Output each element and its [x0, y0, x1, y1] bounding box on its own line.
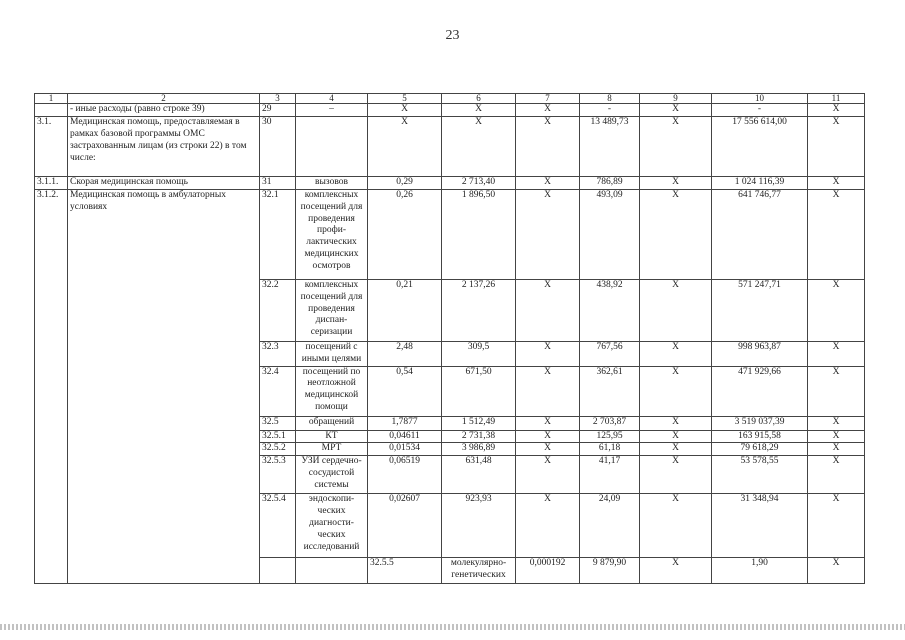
scan-edge: [0, 624, 905, 630]
cell-value: Х: [516, 341, 580, 366]
column-header: 11: [808, 94, 865, 104]
cell-value: -: [712, 104, 808, 117]
cell-value: Х: [808, 341, 865, 366]
cell-value: Х: [808, 443, 865, 456]
cell-value: Х: [640, 443, 712, 456]
cell-unit: [296, 116, 368, 176]
cell-value: Х: [516, 494, 580, 558]
cell-value: Х: [808, 416, 865, 430]
cell-value: Х: [808, 116, 865, 176]
cell-value: 0,04611: [368, 430, 442, 443]
table-row: [35, 189, 865, 279]
cell-line: 31: [260, 176, 296, 189]
cell-value: Х: [640, 279, 712, 341]
cell-value: 79 618,29: [712, 443, 808, 456]
data-table: [34, 93, 865, 584]
cell-unit: посещений по неотложной медицинской помощи: [296, 366, 368, 416]
cell-value: 2 713,40: [442, 176, 516, 189]
column-header: 2: [68, 94, 260, 104]
cell-line: 32.3: [260, 341, 296, 366]
cell-value: Х: [640, 176, 712, 189]
cell-value: Х: [640, 189, 712, 279]
cell-value: 9 879,90: [580, 558, 640, 584]
cell-value: Х: [442, 116, 516, 176]
cell-value: 41,17: [580, 456, 640, 494]
column-header: 7: [516, 94, 580, 104]
cell-value: Х: [516, 416, 580, 430]
cell-line: 32.5: [260, 416, 296, 430]
cell-value: Х: [640, 366, 712, 416]
cell-value: 0,06519: [368, 456, 442, 494]
table-row: [35, 104, 865, 117]
cell-line: 32.4: [260, 366, 296, 416]
cell-value: Х: [516, 279, 580, 341]
cell-value: 0,02607: [368, 494, 442, 558]
cell-line: 29: [260, 104, 296, 117]
cell-value: Х: [640, 558, 712, 584]
cell-unit: посещений с иными целями: [296, 341, 368, 366]
cell-value: 786,89: [580, 176, 640, 189]
cell-value: Х: [640, 116, 712, 176]
cell-value: Х: [368, 116, 442, 176]
cell-value: Х: [808, 456, 865, 494]
cell-value: Х: [640, 494, 712, 558]
cell-value: Х: [808, 176, 865, 189]
cell-line: 32.5.1: [260, 430, 296, 443]
page-number: 23: [445, 28, 460, 43]
cell-value: Х: [640, 430, 712, 443]
cell-unit: УЗИ сердечно-сосудистой системы: [296, 456, 368, 494]
cell-number: [35, 104, 68, 117]
cell-value: Х: [516, 430, 580, 443]
cell-value: Х: [808, 104, 865, 117]
cell-value: Х: [640, 416, 712, 430]
cell-value: 631,48: [442, 456, 516, 494]
cell-line: 32.2: [260, 279, 296, 341]
cell-value: 2 703,87: [580, 416, 640, 430]
cell-line: 32.5.5: [368, 558, 442, 584]
table-row: [35, 116, 865, 176]
cell-value: 125,95: [580, 430, 640, 443]
cell-value: 438,92: [580, 279, 640, 341]
cell-value: 0,54: [368, 366, 442, 416]
cell-value: Х: [368, 104, 442, 117]
cell-unit: комплексных посещений для проведения профи-лактических медицинских осмотров: [296, 189, 368, 279]
cell-value: Х: [640, 341, 712, 366]
cell-value: 1 024 116,39: [712, 176, 808, 189]
header-row: [35, 94, 865, 104]
cell-value: 1,90: [712, 558, 808, 584]
cell-name: Медицинская помощь, предоставляемая в рамках базовой программы ОМС застрахованным лицам (из строки 22) в том числе:: [68, 116, 260, 176]
column-header: 5: [368, 94, 442, 104]
cell-value: 61,18: [580, 443, 640, 456]
cell-line: 30: [260, 116, 296, 176]
cell-value: 13 489,73: [580, 116, 640, 176]
column-header: 10: [712, 94, 808, 104]
cell-value: Х: [516, 116, 580, 176]
cell-value: 53 578,55: [712, 456, 808, 494]
cell-value: 998 963,87: [712, 341, 808, 366]
cell-value: 17 556 614,00: [712, 116, 808, 176]
cell-value: 0,26: [368, 189, 442, 279]
cell-value: Х: [516, 189, 580, 279]
column-header: 3: [260, 94, 296, 104]
cell-value: 2 731,38: [442, 430, 516, 443]
cell-value: Х: [808, 366, 865, 416]
cell-line: 32.5.3: [260, 456, 296, 494]
cell-unit: эндоскопи-ческих диагности-ческих исследований: [296, 494, 368, 558]
cell-value: 3 519 037,39: [712, 416, 808, 430]
cell-name: Медицинская помощь в амбулаторных условиях: [68, 189, 260, 584]
cell-value: Х: [516, 366, 580, 416]
cell-number: 3.1.2.: [35, 189, 68, 584]
column-header: 1: [35, 94, 68, 104]
cell-value: Х: [442, 104, 516, 117]
column-header: 6: [442, 94, 516, 104]
cell-line: 32.5.2: [260, 443, 296, 456]
cell-value: 31 348,94: [712, 494, 808, 558]
cell-value: Х: [516, 456, 580, 494]
cell-value: 0,01534: [368, 443, 442, 456]
cell-unit: молекулярно-генетических: [442, 558, 516, 584]
cell-value: Х: [808, 279, 865, 341]
cell-value: 24,09: [580, 494, 640, 558]
cell-value: 2 137,26: [442, 279, 516, 341]
cell-unit: МРТ: [296, 443, 368, 456]
cell-unit: обращений: [296, 416, 368, 430]
cell-value: 1,7877: [368, 416, 442, 430]
column-header: 8: [580, 94, 640, 104]
cell-unit: комплексных посещений для проведения диспан-серизации: [296, 279, 368, 341]
cell-name: [296, 558, 368, 584]
cell-line: 32.1: [260, 189, 296, 279]
cell-unit: –: [296, 104, 368, 117]
cell-value: Х: [640, 456, 712, 494]
cell-value: 0,21: [368, 279, 442, 341]
cell-value: Х: [808, 494, 865, 558]
cell-number: 3.1.: [35, 116, 68, 176]
cell-value: Х: [516, 443, 580, 456]
cell-unit: КТ: [296, 430, 368, 443]
cell-value: 0,29: [368, 176, 442, 189]
cell-value: 3 986,89: [442, 443, 516, 456]
cell-value: 641 746,77: [712, 189, 808, 279]
cell-value: 2,48: [368, 341, 442, 366]
cell-value: 1 896,50: [442, 189, 516, 279]
cell-number: [260, 558, 296, 584]
cell-unit: вызовов: [296, 176, 368, 189]
cell-value: Х: [516, 104, 580, 117]
cell-value: 471 929,66: [712, 366, 808, 416]
cell-value: 923,93: [442, 494, 516, 558]
cell-value: 767,56: [580, 341, 640, 366]
column-header: 4: [296, 94, 368, 104]
cell-value: Х: [808, 430, 865, 443]
cell-value: 0,000192: [516, 558, 580, 584]
cell-value: Х: [808, 558, 865, 584]
cell-value: 309,5: [442, 341, 516, 366]
cell-value: 571 247,71: [712, 279, 808, 341]
cell-value: 493,09: [580, 189, 640, 279]
cell-value: Х: [640, 104, 712, 117]
cell-name: - иные расходы (равно строке 39): [68, 104, 260, 117]
cell-number: 3.1.1.: [35, 176, 68, 189]
cell-value: -: [580, 104, 640, 117]
cell-name: Скорая медицинская помощь: [68, 176, 260, 189]
cell-value: Х: [516, 176, 580, 189]
cell-line: 32.5.4: [260, 494, 296, 558]
cell-value: 671,50: [442, 366, 516, 416]
cell-value: 1 512,49: [442, 416, 516, 430]
table-row: [35, 176, 865, 189]
cell-value: 362,61: [580, 366, 640, 416]
cell-value: 163 915,58: [712, 430, 808, 443]
column-header: 9: [640, 94, 712, 104]
cell-value: Х: [808, 189, 865, 279]
